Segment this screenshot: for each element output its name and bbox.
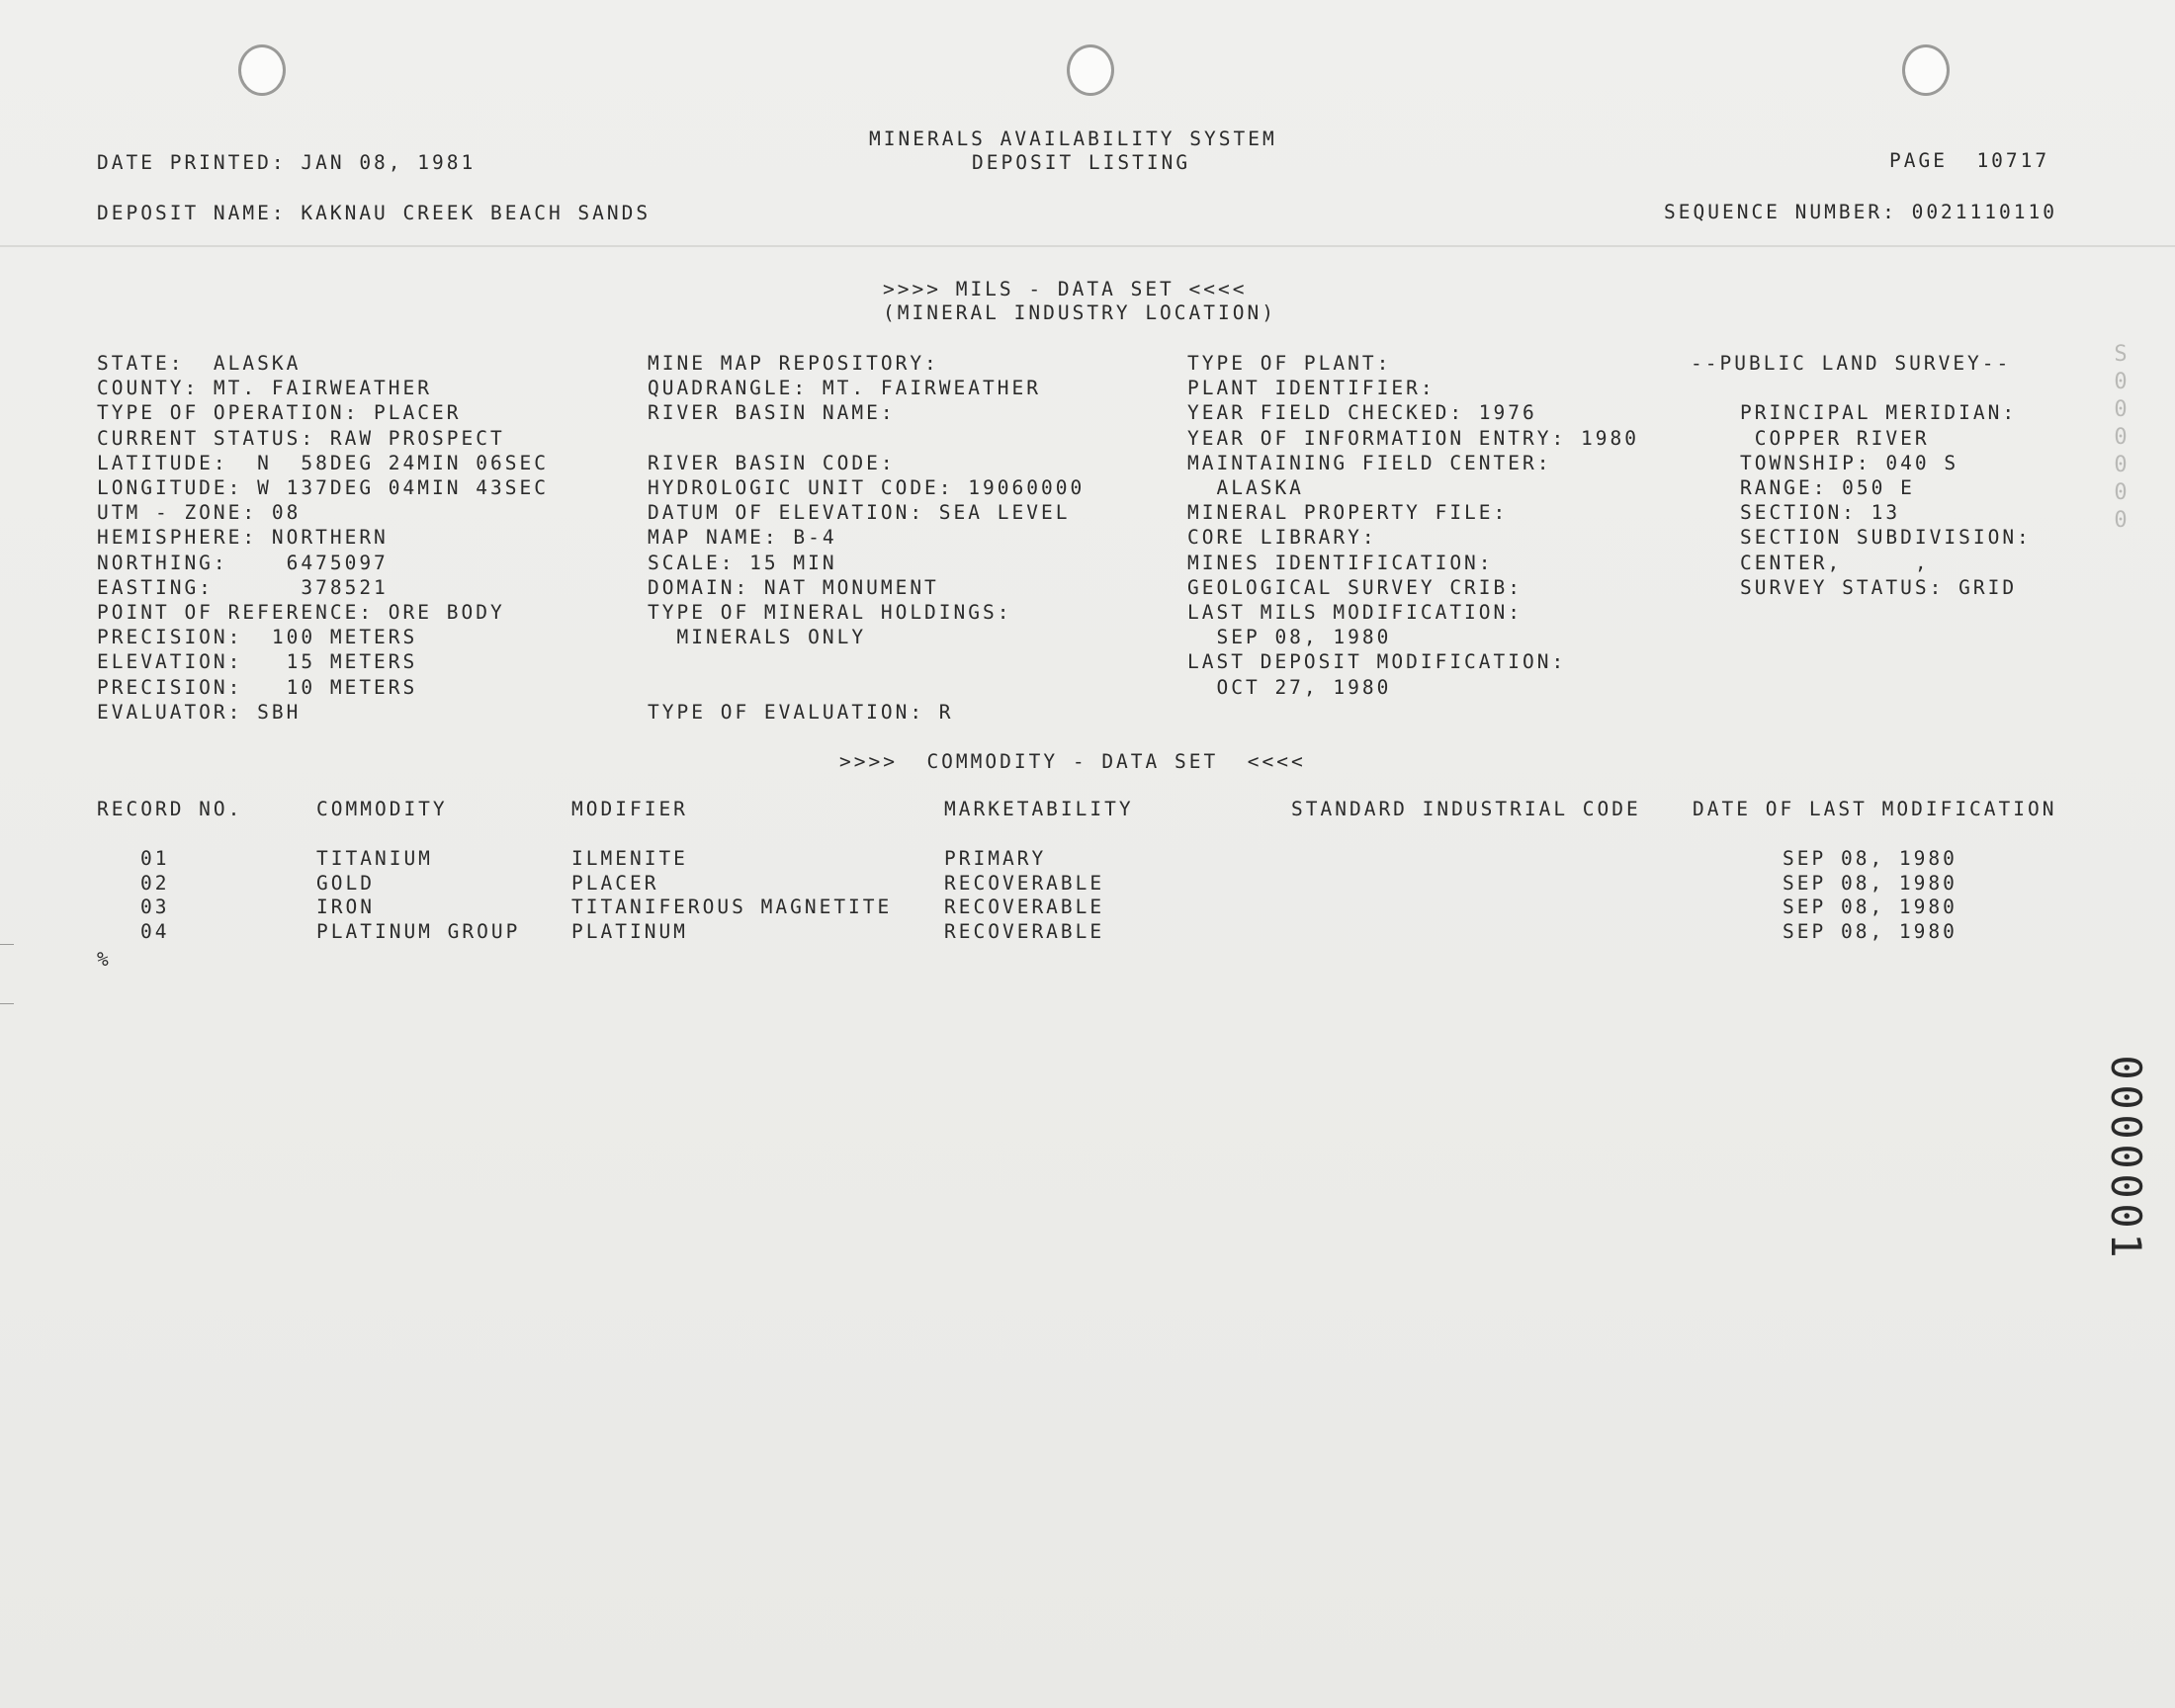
stamp-digit: 0 [2102,1173,2150,1199]
table-cell: SEP 08, 1980 [1783,896,1958,918]
table-cell: ILMENITE [571,847,688,870]
separator [0,245,2175,247]
mils-field: ELEVATION: 15 METERS [97,650,418,674]
table-cell: 02 [140,871,170,895]
mils-field: TYPE OF PLANT: [1187,352,1392,375]
mils-field: EASTING: 378521 [97,575,389,599]
mils-field: QUADRANGLE: MT. FAIRWEATHER [648,377,1041,400]
mils-field: SURVEY STATUS: GRID [1740,575,2018,599]
table-cell: GOLD [316,871,375,895]
column-header: STANDARD INDUSTRIAL CODE [1291,798,1641,820]
mils-field: MAP NAME: B-4 [648,526,837,550]
mils-field: SECTION SUBDIVISION: [1740,526,2032,550]
punch-hole [238,44,286,96]
mils-field: STATE: ALASKA [97,352,302,375]
column-header: DATE OF LAST MODIFICATION [1693,798,2057,820]
mils-field: LAST DEPOSIT MODIFICATION: [1187,650,1567,674]
stamp-digit: 0 [2102,1144,2150,1169]
table-cell: RECOVERABLE [944,919,1105,943]
mils-field: OCT 27, 1980 [1187,675,1392,699]
stamp-digit: 1 [2102,1233,2150,1258]
mils-field: COUNTY: MT. FAIRWEATHER [97,377,433,400]
sequence-number: SEQUENCE NUMBER: 0021110110 [1664,201,2057,223]
report-subtitle: DEPOSIT LISTING [972,151,1191,174]
stamp-digit: 0 [2102,1203,2150,1229]
deposit-name: DEPOSIT NAME: KAKNAU CREEK BEACH SANDS [97,202,652,224]
table-cell: SEP 08, 1980 [1783,847,1958,870]
table-cell: RECOVERABLE [944,896,1105,918]
date-printed: DATE PRINTED: JAN 08, 1981 [97,151,477,174]
edge-mark [0,1003,14,1004]
table-cell: PLACER [571,871,659,895]
page-number: PAGE 10717 [1889,149,2050,172]
mils-field: MINES IDENTIFICATION: [1187,551,1494,574]
mils-field: NORTHING: 6475097 [97,551,389,574]
mils-field: HEMISPHERE: NORTHERN [97,526,389,550]
faint-stamp: S 0 0 0 0 0 0 [2114,342,2128,533]
mils-field: MINERAL PROPERTY FILE: [1187,501,1509,525]
stamp-digit: 0 [2102,1084,2150,1110]
edge-mark [0,944,14,945]
mils-field: EVALUATOR: SBH [97,700,302,724]
mils-field: UTM - ZONE: 08 [97,501,302,525]
mils-field: HYDROLOGIC UNIT CODE: 19060000 [648,476,1086,499]
punch-hole [1067,44,1114,96]
table-cell: 01 [140,847,170,870]
mils-field: YEAR OF INFORMATION ENTRY: 1980 [1187,426,1639,450]
table-cell: SEP 08, 1980 [1783,919,1958,943]
column-header: MODIFIER [571,798,688,820]
table-cell: PRIMARY [944,847,1047,870]
column-header: COMMODITY [316,798,448,820]
mils-field: LAST MILS MODIFICATION: [1187,601,1523,624]
mils-field: PLANT IDENTIFIER: [1187,377,1436,400]
table-cell: TITANIUM [316,847,433,870]
mils-field: RIVER BASIN NAME: [648,401,896,425]
mils-field: MINERALS ONLY [648,626,867,649]
mils-field: PRINCIPAL MERIDIAN: [1740,401,2018,425]
report-title: MINERALS AVAILABILITY SYSTEM [869,128,1277,150]
end-mark: % [97,948,112,971]
mils-field: TYPE OF MINERAL HOLDINGS: [648,601,1012,624]
mils-field: TOWNSHIP: 040 S [1740,451,1959,474]
mils-field: POINT OF REFERENCE: ORE BODY [97,601,505,624]
mils-field: SEP 08, 1980 [1187,626,1392,649]
mils-field: RIVER BASIN CODE: [648,451,896,474]
mils-field: PRECISION: 10 METERS [97,675,418,699]
mils-field: CENTER, , [1740,551,1930,574]
frame-number-stamp [2096,1053,2155,1310]
mils-field: LONGITUDE: W 137DEG 04MIN 43SEC [97,476,549,499]
column-header: RECORD NO. [97,798,243,820]
mils-field: CURRENT STATUS: RAW PROSPECT [97,426,505,450]
mils-field: PRECISION: 100 METERS [97,626,418,649]
commodity-heading: >>>> COMMODITY - DATA SET <<<< [839,750,1306,773]
table-cell: TITANIFEROUS MAGNETITE [571,896,893,918]
mils-field: COPPER RIVER [1740,426,1930,450]
mils-field: MAINTAINING FIELD CENTER: [1187,451,1552,474]
mils-field: DATUM OF ELEVATION: SEA LEVEL [648,501,1071,525]
mils-heading: >>>> MILS - DATA SET <<<< [883,278,1248,300]
mils-field: SCALE: 15 MIN [648,551,837,574]
table-cell: 03 [140,896,170,918]
mils-field: DOMAIN: NAT MONUMENT [648,575,939,599]
mils-subheading: (MINERAL INDUSTRY LOCATION) [883,301,1276,324]
table-cell: RECOVERABLE [944,871,1105,895]
mils-field: --PUBLIC LAND SURVEY-- [1691,352,2012,375]
mils-field: SECTION: 13 [1740,501,1901,525]
table-cell: 04 [140,919,170,943]
mils-field: TYPE OF OPERATION: PLACER [97,401,462,425]
mils-field: TYPE OF EVALUATION: R [648,700,954,724]
mils-field: GEOLOGICAL SURVEY CRIB: [1187,575,1523,599]
stamp-digit: 0 [2102,1055,2150,1080]
mils-field: YEAR FIELD CHECKED: 1976 [1187,401,1537,425]
column-header: MARKETABILITY [944,798,1134,820]
table-cell: SEP 08, 1980 [1783,871,1958,895]
stamp-digit: 0 [2102,1114,2150,1140]
table-cell: IRON [316,896,375,918]
mils-field: CORE LIBRARY: [1187,526,1377,550]
mils-field: LATITUDE: N 58DEG 24MIN 06SEC [97,451,549,474]
table-cell: PLATINUM [571,919,688,943]
mils-field: ALASKA [1187,476,1304,499]
punch-hole [1902,44,1950,96]
table-cell: PLATINUM GROUP [316,919,521,943]
mils-field: MINE MAP REPOSITORY: [648,352,939,375]
mils-field: RANGE: 050 E [1740,476,1915,499]
